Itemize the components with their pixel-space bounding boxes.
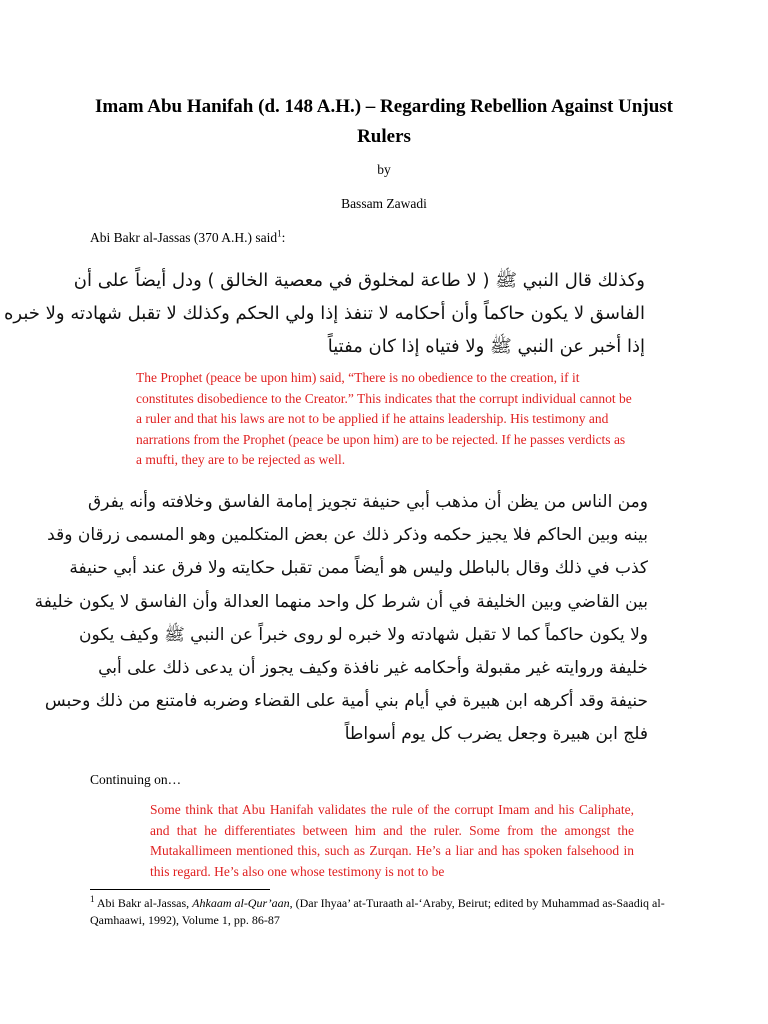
arabic-line: إذا أخبر عن النبي ﷺ ولا فتياه إذا كان مفتياً (327, 336, 645, 357)
by-label: by (377, 162, 391, 177)
arabic-line: ولا يكون حاكماً كما لا تقبل شهادته ولا خبره لو روى خبراً عن النبي ﷺ وكيف يكون (79, 624, 648, 645)
footnote-number: 1 (90, 894, 95, 904)
translation-1: The Prophet (peace be upon him) said, “There is no obedience to the creation, if it constitutes disobedience to the Creator.” This indicates that the corrupt individual cannot be a ruler and that his laws are not to be applied if he attains leadership. His testimony and narrations from the Prophet (peace be upon him) are to be rejected. If he passes verdicts as a mufti, they are to be rejected as well. (136, 370, 632, 467)
intro-suffix: : (281, 230, 286, 245)
arabic-line: بين القاضي وبين الخليفة في أن شرط كل واحد منهما العدالة وأن الفاسق لا يكون خليفة (34, 591, 648, 612)
arabic-line: فلج ابن هبيرة وجعل يضرب كل يوم أسواطاً (344, 724, 648, 745)
arabic-line: بينه وبين الحاكم فلا يجيز حكمه وذكر ذلك عن بعض المتكلمين وهو المسمى زرقان وقد (47, 525, 648, 546)
arabic-line: كذب في ذلك وقال بالباطل وليس هو أيضاً ممن تقبل حكايته ولا فرق عند أبي حنيفة (69, 558, 648, 579)
continuing-label: Continuing on… (90, 772, 182, 787)
intro-paragraph (90, 228, 285, 248)
footnote-text-before: Abi Bakr al-Jassas, (94, 896, 193, 910)
document-title: Imam Abu Hanifah (d. 148 A.H.) – Regarding Rebellion Against Unjust Rulers (95, 96, 673, 147)
footnote (90, 895, 682, 929)
arabic-line: خليفة وروايته غير مقبولة وأحكامه غير نافذة وكيف يجوز أن يدعى ذلك على أبي (98, 658, 648, 679)
arabic-line: وكذلك قال النبي ﷺ ( لا طاعة لمخلوق في معصية الخالق ) ودل أيضاً على أن (73, 270, 645, 291)
intro-text: Abi Bakr al-Jassas (370 A.H.) said (90, 230, 278, 245)
footnote-divider (90, 889, 270, 890)
arabic-line: ومن الناس من يظن أن مذهب أبي حنيفة تجويز إمامة الفاسق وخلافته وأنه يفرق (88, 492, 648, 512)
translation-2: Some think that Abu Hanifah validates the rule of the corrupt Imam and his Caliphate, and that he differentiates between him and the ruler. Some from the amongst the Mutakallimeen mentioned this, such as Zurqan. He’s a liar and has spoken falsehood in this regard. He’s also one whose testimony is not to be (150, 802, 634, 879)
footnote-work-title: Ahkaam al-Qur’aan (192, 896, 290, 910)
arabic-excerpt-2 (34, 486, 648, 752)
arabic-excerpt-1 (4, 264, 645, 363)
arabic-line: الفاسق لا يكون حاكماً وأن أحكامه لا تنفذ إذا ولي الحكم وكذلك لا تقبل شهادته ولا خبره (4, 303, 645, 324)
footnote-reference[interactable]: 1 (277, 228, 282, 239)
author-name: Bassam Zawadi (341, 196, 427, 211)
arabic-line: حنيفة وقد أكرهه ابن هبيرة في أيام بني أمية على القضاء وضربه فامتنع من ذلك وحبس (44, 691, 648, 712)
footnote-text-after: , (Dar Ihyaa’ at-Turaath al-‘Araby, Beirut; edited by Muhammad as-Saadiq al-Qamhaawi, 1992), Volume 1, pp. 86-87 (90, 896, 665, 927)
